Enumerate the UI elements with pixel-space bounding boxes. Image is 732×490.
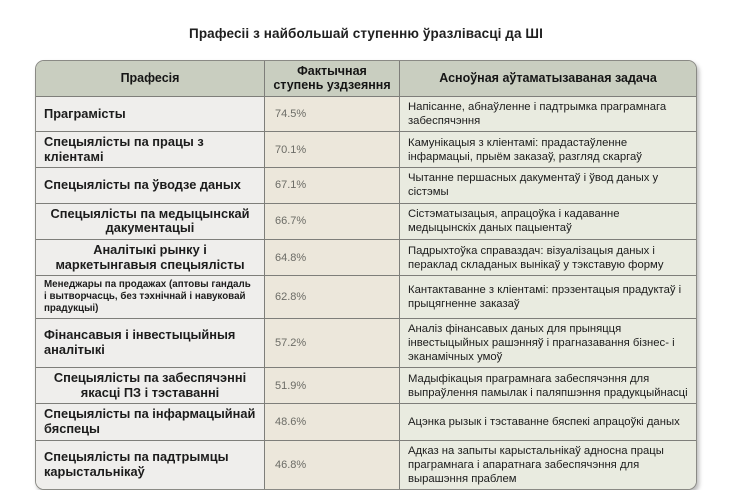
impact-cell: 62.8% xyxy=(264,276,399,317)
impact-cell: 66.7% xyxy=(264,204,399,239)
profession-cell: Спецыялісты па ўводзе даных xyxy=(36,168,264,202)
impact-cell: 67.1% xyxy=(264,168,399,202)
profession-cell: Спецыялісты па забеспячэнні якасці ПЗ і тэставанні xyxy=(36,368,264,403)
impact-cell: 46.8% xyxy=(264,441,399,489)
task-cell: Кантактаванне з кліентамі: прэзентацыя прадуктаў і прыцягненне заказаў xyxy=(399,276,696,317)
column-header-impact: Фактычная ступень уздзеяння xyxy=(264,61,399,96)
table-row xyxy=(36,96,696,131)
impact-cell: 64.8% xyxy=(264,240,399,275)
profession-cell: Спецыялісты па медыцынскай дакументацыі xyxy=(36,204,264,239)
task-cell: Мадыфікацыя праграмнага забеспячэння для выпраўлення памылак і паляпшэння прадукцыйнасці xyxy=(399,368,696,403)
impact-cell: 48.6% xyxy=(264,404,399,439)
table-row xyxy=(36,440,696,489)
table-row xyxy=(36,239,696,275)
table-row xyxy=(36,203,696,239)
column-header-profession: Прафесія xyxy=(36,61,264,96)
impact-cell: 74.5% xyxy=(264,97,399,131)
profession-cell: Праграмісты xyxy=(36,97,264,131)
profession-cell: Фінансавыя і інвестыцыйныя аналітыкі xyxy=(36,319,264,367)
profession-cell: Менеджары па продажах (аптовы гандаль і вытворчасць, без тэхнічнай і навуковай прадукцыі) xyxy=(36,276,264,317)
task-cell: Камунікацыя з кліентамі: прадастаўленне інфармацыі, прыём заказаў, разгляд скаргаў xyxy=(399,132,696,167)
impact-cell: 51.9% xyxy=(264,368,399,403)
task-cell: Падрыхтоўка справаздач: візуалізацыя даных і пераклад складаных вынікаў у тэкставую форму xyxy=(399,240,696,275)
table-row xyxy=(36,275,696,317)
table-row xyxy=(36,318,696,367)
table-row xyxy=(36,131,696,167)
task-cell: Чытанне першасных дакументаў і ўвод даных у сістэмы xyxy=(399,168,696,202)
table-row xyxy=(36,403,696,439)
table-body xyxy=(36,96,696,489)
ai-vulnerability-table xyxy=(35,60,697,490)
profession-cell: Спецыялісты па інфармацыйнай бяспецы xyxy=(36,404,264,439)
profession-cell: Спецыялісты па падтрымцы карыстальнікаў xyxy=(36,441,264,489)
impact-cell: 57.2% xyxy=(264,319,399,367)
task-cell: Напісанне, абнаўленне і падтрымка праграмнага забеспячэння xyxy=(399,97,696,131)
task-cell: Сістэматызацыя, апрацоўка і кадаванне медыцынскіх даных пацыентаў xyxy=(399,204,696,239)
task-cell: Ацэнка рызык і тэставанне бяспекі апрацоўкі даных xyxy=(399,404,696,439)
page-title: Прафесіі з найбольшай ступенню ўразлівасці да ШІ xyxy=(189,26,543,41)
table-header-row xyxy=(36,61,696,96)
profession-cell: Аналітыкі рынку і маркетынгавыя спецыялісты xyxy=(36,240,264,275)
impact-cell: 70.1% xyxy=(264,132,399,167)
task-cell: Адказ на запыты карыстальнікаў адносна працы праграмнага і апаратнага забеспячэння для вырашэння праблем xyxy=(399,441,696,489)
column-header-task: Асноўная аўтаматызаваная задача xyxy=(399,61,696,96)
table-row xyxy=(36,367,696,403)
task-cell: Аналіз фінансавых даных для прыняцця інвестыцыйных рашэнняў і прагназавання бізнес- і эканамічных умоў xyxy=(399,319,696,367)
table-row xyxy=(36,167,696,202)
profession-cell: Спецыялісты па працы з кліентамі xyxy=(36,132,264,167)
